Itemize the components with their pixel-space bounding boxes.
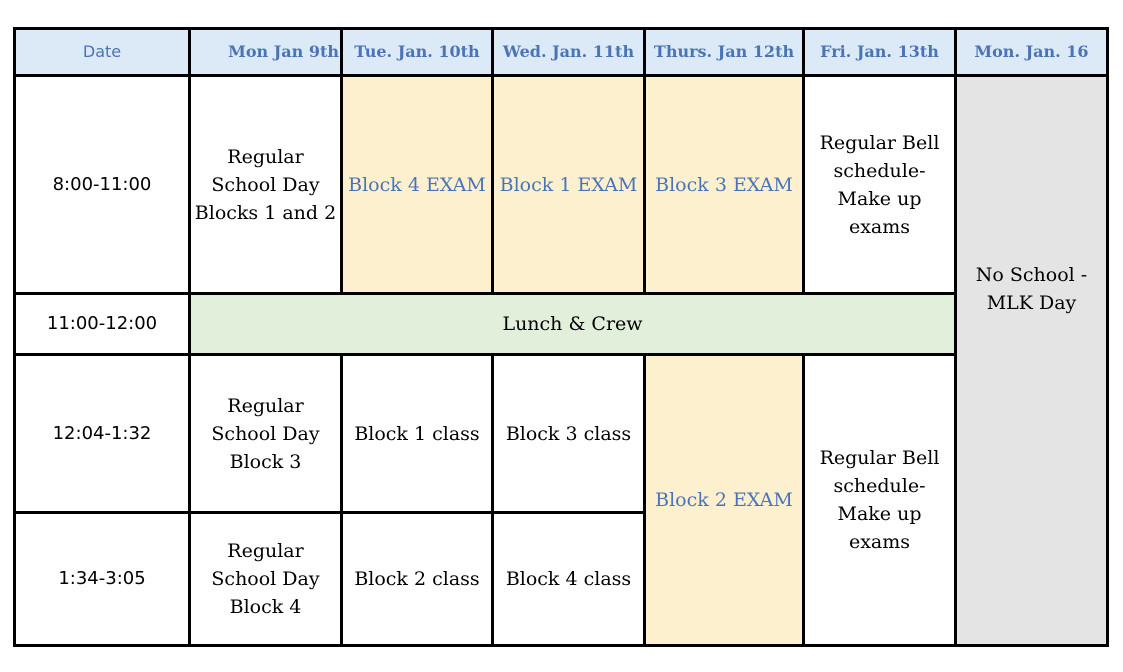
header-tue-jan-10: Tue. Jan. 10th xyxy=(342,29,493,76)
fri-morning-cell: Regular Bell schedule-Make up exams xyxy=(804,76,956,294)
thu-morning-exam-cell: Block 3 EXAM xyxy=(645,76,804,294)
wed-block3-class-cell: Block 3 class xyxy=(493,355,645,513)
header-date: Date xyxy=(15,29,190,76)
wed-block4-class-cell: Block 4 class xyxy=(493,513,645,646)
lunch-cell: Lunch & Crew xyxy=(190,294,956,355)
time-cell: 1:34-3:05 xyxy=(15,513,190,646)
time-cell: 8:00-11:00 xyxy=(15,76,190,294)
time-cell: 11:00-12:00 xyxy=(15,294,190,355)
header-mon-jan-16: Mon. Jan. 16 xyxy=(956,29,1108,76)
mon-block4-cell: Regular School Day Block 4 xyxy=(190,513,342,646)
mon-morning-cell: Regular School Day Blocks 1 and 2 xyxy=(190,76,342,294)
no-school-label: No School - MLK Day xyxy=(975,263,1088,314)
header-fri-jan-13: Fri. Jan. 13th xyxy=(804,29,956,76)
wed-morning-exam-cell: Block 1 EXAM xyxy=(493,76,645,294)
row-8-11 xyxy=(15,76,1108,294)
time-cell: 12:04-1:32 xyxy=(15,355,190,513)
thu-afternoon-exam-cell: Block 2 EXAM xyxy=(645,355,804,646)
header-mon-jan-9: Mon Jan 9th xyxy=(190,29,342,76)
fri-afternoon-cell: Regular Bell schedule-Make up exams xyxy=(804,355,956,646)
tue-block1-class-cell: Block 1 class xyxy=(342,355,493,513)
header-thu-jan-12: Thurs. Jan 12th xyxy=(645,29,804,76)
row-lunch xyxy=(15,294,1108,355)
no-school-cell xyxy=(956,76,1108,646)
mon-block3-cell: Regular School Day Block 3 xyxy=(190,355,342,513)
tue-block2-class-cell: Block 2 class xyxy=(342,513,493,646)
tue-morning-exam-cell: Block 4 EXAM xyxy=(342,76,493,294)
header-wed-jan-11: Wed. Jan. 11th xyxy=(493,29,645,76)
header-row xyxy=(15,29,1108,76)
row-12-132 xyxy=(15,355,1108,513)
exam-schedule-table xyxy=(13,27,1109,647)
